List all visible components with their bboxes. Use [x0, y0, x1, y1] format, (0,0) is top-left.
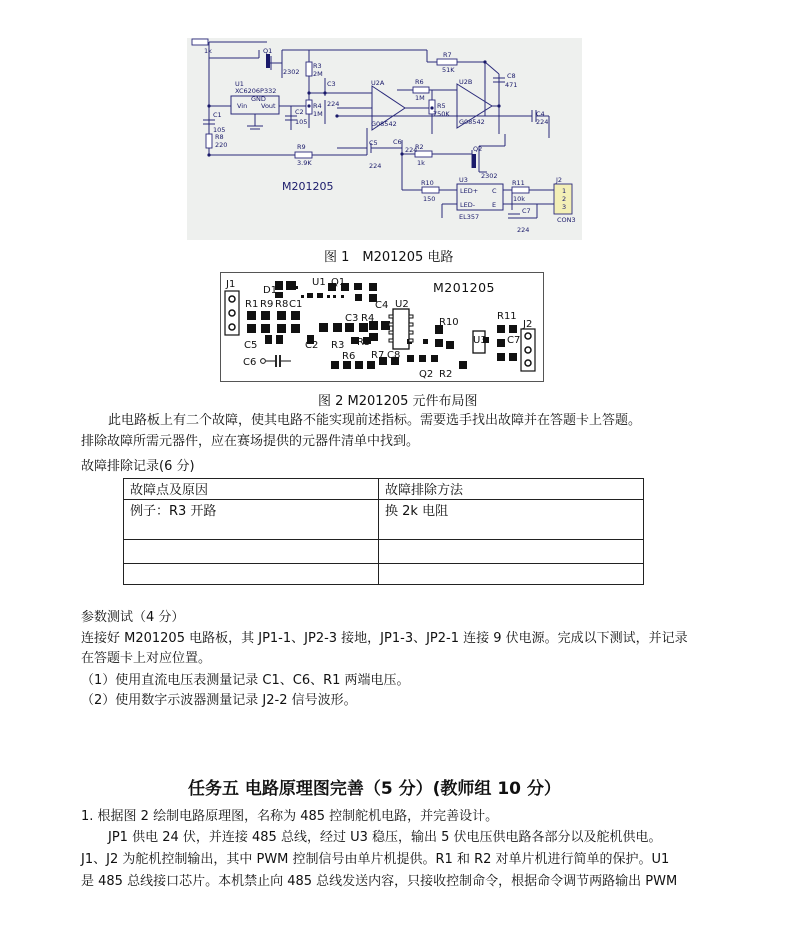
layout-j2-label: J2	[523, 319, 533, 330]
layout-u3-label: U3	[473, 335, 487, 346]
sch-c3-value: 224	[327, 100, 340, 108]
sch-u3-part: EL357	[459, 213, 480, 221]
sch-j2-con3: CON3	[557, 216, 576, 224]
layout-r10-label: R10	[439, 317, 459, 328]
sch-u3-led-plus: LED+	[460, 187, 479, 195]
layout-j1-label: J1	[226, 279, 236, 290]
layout-u1-label: U1	[312, 277, 326, 288]
sch-c8-label: C8	[507, 72, 516, 80]
param-item-1: （1）使用直流电压表测量记录 C1、C6、R1 两端电压。	[81, 673, 410, 688]
sch-c4-label: C4	[536, 110, 545, 118]
param-line-1: 连接好 M201205 电路板，其 JP1-1、JP2-3 接地，JP1-3、JP2-1 连接 9 伏电源。完成以下测试，并记录	[81, 631, 688, 646]
sch-u1-vin: Vin	[237, 102, 248, 110]
sch-u1-gnd: GND	[251, 95, 266, 103]
intro-line-2: 排除故障所需元器件，应在赛场提供的元器件清单中找到。	[81, 434, 420, 449]
sch-c2-value: 105	[295, 118, 308, 126]
sch-r2-value: 1k	[417, 159, 425, 167]
param-section-title: 参数测试（4 分）	[81, 610, 185, 625]
sch-u3-led-minus: LED-	[460, 201, 476, 209]
sch-r5-value: 750K	[433, 110, 450, 118]
sch-c5-label: C5	[369, 139, 378, 147]
sch-u1-label: U1	[235, 80, 244, 88]
sch-q1-label: Q1	[263, 47, 273, 55]
sch-r2-label: R2	[415, 143, 424, 151]
task5-para-4: 是 485 总线接口芯片。本机禁止向 485 总线发送内容，只接收控制命令，根据命令调节两路输出 PWM	[81, 874, 678, 889]
layout-c8-label: C8	[387, 350, 401, 361]
sch-r7-value: 51K	[442, 66, 455, 74]
sch-q1-type: 2302	[283, 68, 300, 76]
blank-fix-cell[interactable]	[379, 564, 644, 585]
layout-drawing	[221, 273, 543, 381]
sch-r7-label: R7	[443, 51, 452, 59]
sch-r4-value: 1M	[313, 110, 323, 118]
sch-c4-value: 224	[536, 118, 549, 126]
sch-q2-type: 2302	[481, 172, 498, 180]
sch-u2b-part: G08542	[459, 118, 485, 126]
sch-c7-value: 224	[517, 226, 530, 234]
layout-r7-label: R7	[371, 350, 385, 361]
sch-c5-value: 224	[369, 162, 382, 170]
sch-c6-value: 224	[405, 146, 418, 154]
sch-c1-label: C1	[213, 111, 222, 119]
example-fix-cell: 换 2k 电阻	[379, 500, 644, 540]
example-cause-cell: 例子：R3 开路	[124, 500, 379, 540]
layout-q1-label: Q1	[331, 277, 346, 288]
task5-para-3: J1、J2 为舵机控制输出，其中 PWM 控制信号由单片机提供。R1 和 R2 对单片机进行简单的保护。U1	[81, 852, 670, 867]
layout-r11-label: R11	[497, 311, 517, 322]
task5-para-2: JP1 供电 24 伏，并连接 485 总线，经过 U3 稳压，输出 5 伏电压供电路各部分以及舵机供电。	[108, 830, 662, 845]
layout-u2-label: U2	[395, 299, 409, 310]
sch-u2a-part: G08542	[371, 120, 397, 128]
sch-u1-vout: Vout	[261, 102, 276, 110]
layout-figure	[220, 272, 544, 382]
layout-r8-label: R8	[275, 299, 289, 310]
sch-u3-pin-e: E	[492, 201, 497, 209]
layout-r3-label: R3	[331, 340, 345, 351]
blank-fix-cell[interactable]	[379, 540, 644, 564]
layout-d1-label: D1	[263, 285, 278, 296]
sch-c8-value: 471	[505, 81, 518, 89]
header-cause: 故障点及原因	[124, 479, 379, 500]
layout-r6-label: R6	[342, 351, 356, 362]
sch-j2-pin2: 2	[562, 195, 567, 203]
header-fix: 故障排除方法	[379, 479, 644, 500]
sch-r6-value: 1M	[415, 94, 425, 102]
table-row[interactable]	[124, 540, 644, 564]
sch-r10-label: R10	[421, 179, 434, 187]
task5-para-1: 1. 根据图 2 绘制电路原理图，名称为 485 控制舵机电路，并完善设计。	[81, 809, 499, 824]
sch-u3-label: U3	[459, 176, 468, 184]
task5-title: 任务五 电路原理图完善（5 分）(教师组 10 分）	[188, 779, 561, 799]
sch-u1-part: XC6206P332	[235, 87, 277, 95]
sch-q2-label: Q2	[473, 145, 483, 153]
layout-c3-label: C3	[345, 313, 359, 324]
sch-u3-pin-c: C	[492, 187, 497, 195]
sch-r9-value: 3.9K	[297, 159, 312, 167]
sch-c7-label: C7	[522, 207, 531, 215]
layout-board-label: M201205	[433, 280, 496, 295]
layout-c4-label: C4	[375, 300, 389, 311]
schematic-drawing	[187, 38, 582, 240]
sch-r11-label: R11	[512, 179, 525, 187]
schematic-figure	[187, 38, 582, 240]
blank-cause-cell[interactable]	[124, 540, 379, 564]
figure2-caption: 图 2 M201205 元件布局图	[318, 394, 478, 409]
table-row	[124, 500, 644, 540]
sch-r3-label: R3	[313, 62, 322, 70]
sch-r-top-value: 1k	[204, 47, 212, 55]
sch-c3-label: C3	[327, 80, 336, 88]
layout-r9-label: R9	[260, 299, 274, 310]
sch-r8-value: 220	[215, 141, 228, 149]
sch-r8-label: R8	[215, 133, 224, 141]
layout-r4-label: R4	[361, 313, 375, 324]
sch-c2-label: C2	[295, 108, 304, 116]
sch-c1-value: 105	[213, 126, 226, 134]
figure1-caption: 图 1 M201205 电路	[324, 250, 454, 265]
sch-r5-label: R5	[437, 102, 446, 110]
sch-r11-value: 10k	[513, 195, 526, 203]
fault-section-title: 故障排除记录(6 分)	[81, 459, 195, 474]
layout-c1-label: C1	[289, 299, 303, 310]
sch-j2-pin1: 1	[562, 187, 567, 195]
sch-r4-label: R4	[313, 102, 322, 110]
sch-r9-label: R9	[297, 143, 306, 151]
blank-cause-cell[interactable]	[124, 564, 379, 585]
layout-q2-label: Q2	[419, 369, 434, 380]
sch-u2a-label: U2A	[371, 79, 385, 87]
intro-line-1: 此电路板上有二个故障，使其电路不能实现前述指标。需要选手找出故障并在答题卡上答题。	[108, 413, 642, 428]
sch-r6-label: R6	[415, 78, 424, 86]
sch-j2-pin3: 3	[562, 203, 567, 211]
sch-j2-label: J2	[556, 176, 563, 184]
sch-u2b-label: U2B	[459, 78, 473, 86]
layout-c2-label: C2	[305, 340, 319, 351]
sch-c6-label: C6	[393, 138, 402, 146]
sch-board-label: M201205	[282, 180, 334, 193]
layout-c5-label: C5	[244, 340, 258, 351]
layout-c7-label: C7	[507, 335, 521, 346]
param-item-2: （2）使用数字示波器测量记录 J2-2 信号波形。	[81, 693, 357, 708]
fault-record-table	[123, 478, 644, 585]
layout-r1-label: R1	[245, 299, 259, 310]
layout-c6-label: C6	[243, 357, 257, 368]
layout-r5-label: R5	[357, 337, 371, 348]
param-line-2: 在答题卡上对应位置。	[81, 651, 212, 666]
sch-r10-value: 150	[423, 195, 436, 203]
table-row[interactable]	[124, 564, 644, 585]
sch-r3-value: 2M	[313, 70, 323, 78]
table-header-row	[124, 479, 644, 500]
layout-r2-label: R2	[439, 369, 453, 380]
